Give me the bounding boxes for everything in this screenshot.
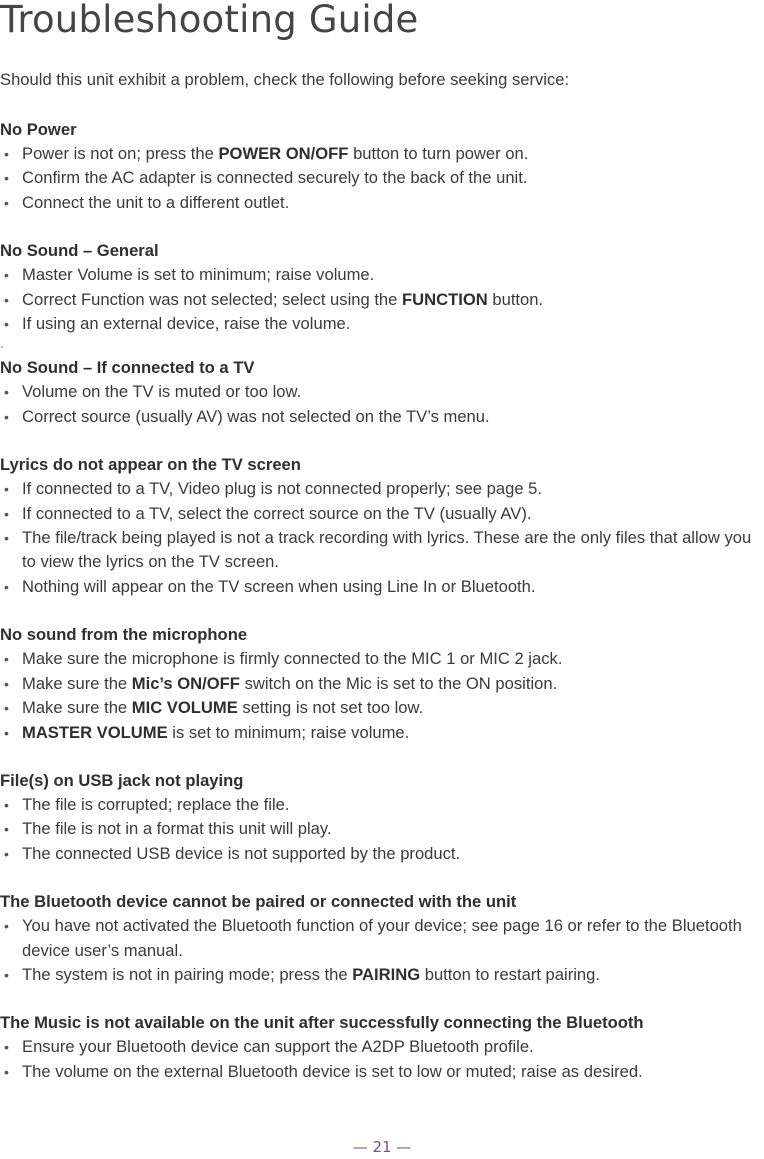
section-heading: No Sound – General: [0, 241, 159, 261]
troubleshooting-section: [0, 623, 764, 745]
section-heading: No Power: [0, 120, 77, 139]
list-item: [0, 288, 762, 312]
item-text: The file is corrupted; replace the file.: [22, 794, 290, 814]
list-item: [0, 263, 762, 287]
item-text: Correct source (usually AV) was not selected on the TV’s menu.: [22, 406, 490, 426]
bullet-icon: •: [4, 505, 9, 522]
page-title: Troubleshooting Guide: [0, 0, 419, 41]
item-emphasis: MIC VOLUME: [131, 698, 238, 718]
item-text: Correct Function was not selected; select using the: [22, 289, 403, 309]
intro-text: Should this unit exhibit a problem, check the following before seeking service:: [0, 70, 570, 89]
list-item: [0, 405, 762, 429]
item-text: The volume on the external Bluetooth device is set to low or muted; raise as desired.: [22, 1061, 643, 1081]
bullet-icon: •: [4, 918, 9, 935]
item-text: If connected to a TV, Video plug is not connected properly; see page 5.: [22, 479, 542, 499]
section-heading: Lyrics do not appear on the TV screen: [0, 455, 301, 475]
item-emphasis: FUNCTION: [402, 289, 488, 309]
item-emphasis: PAIRING: [352, 964, 421, 984]
bullet-icon: •: [4, 267, 9, 284]
list-item: [0, 477, 762, 501]
item-text-continued: is set to minimum; raise volume.: [167, 722, 410, 742]
item-emphasis: POWER ON/OFF: [218, 144, 349, 163]
bullet-icon: •: [4, 578, 9, 595]
bullet-icon: •: [4, 821, 9, 838]
item-text: Power is not on; press the: [22, 144, 219, 163]
bullet-list: [0, 914, 764, 987]
bullet-icon: •: [4, 291, 9, 308]
bullet-list: [0, 647, 764, 745]
item-text: The connected USB device is not supported by the product.: [22, 843, 461, 863]
bullet-icon: •: [4, 1039, 9, 1056]
section-heading: File(s) on USB jack not playing: [0, 770, 244, 790]
bullet-icon: •: [4, 651, 9, 668]
stray-mark: .: [0, 335, 4, 352]
bullet-list: [0, 1035, 764, 1084]
section-heading: The Bluetooth device cannot be paired or connected with the unit: [0, 892, 517, 912]
list-item: [0, 672, 762, 696]
troubleshooting-section: [0, 118, 764, 215]
bullet-icon: •: [4, 170, 9, 187]
troubleshooting-section: [0, 356, 764, 429]
troubleshooting-sections: [0, 118, 764, 1108]
list-item: [0, 1060, 762, 1084]
item-text-continued: setting is not set too low.: [237, 698, 424, 718]
troubleshooting-section: [0, 890, 764, 987]
item-text: Make sure the: [22, 673, 132, 693]
list-item: [0, 963, 762, 987]
list-item: [0, 696, 762, 720]
page-number: — 21 —: [352, 1138, 412, 1156]
bullet-list: [0, 477, 764, 599]
bullet-list: [0, 380, 764, 429]
item-text: Make sure the microphone is firmly connected to the MIC 1 or MIC 2 jack.: [22, 649, 563, 669]
bullet-list: [0, 793, 764, 866]
item-emphasis: MASTER VOLUME: [22, 722, 168, 742]
bullet-list: [0, 263, 764, 336]
list-item: [0, 312, 762, 336]
troubleshooting-section: [0, 769, 764, 866]
item-text-continued: button to restart pairing.: [420, 964, 600, 984]
bullet-icon: •: [4, 408, 9, 425]
item-text: The file is not in a format this unit will play.: [22, 819, 332, 839]
item-text: The system is not in pairing mode; press the: [22, 964, 353, 984]
item-text-continued: switch on the Mic is set to the ON position.: [239, 673, 558, 693]
list-item: [0, 914, 762, 963]
item-emphasis: Mic’s ON/OFF: [131, 673, 240, 693]
list-item: [0, 842, 762, 866]
list-item: [0, 191, 762, 215]
item-text: The file/track being played is not a track recording with lyrics. These are the only files that allow you to view the lyrics on the TV screen.: [22, 528, 752, 572]
section-heading: No sound from the microphone: [0, 625, 248, 645]
bullet-icon: •: [4, 316, 9, 333]
bullet-list: [0, 142, 764, 215]
list-item: [0, 502, 762, 526]
section-heading: The Music is not available on the unit after successfully connecting the Bluetooth: [0, 1013, 644, 1033]
item-text: Ensure your Bluetooth device can support the A2DP Bluetooth profile.: [22, 1037, 534, 1057]
item-text-continued: button.: [487, 289, 544, 309]
bullet-icon: •: [4, 724, 9, 741]
item-text: Master Volume is set to minimum; raise volume.: [22, 265, 375, 285]
bullet-icon: •: [4, 530, 9, 547]
list-item: [0, 526, 762, 575]
item-text: Nothing will appear on the TV screen when using Line In or Bluetooth.: [22, 576, 536, 596]
list-item: [0, 166, 762, 190]
bullet-icon: •: [4, 1063, 9, 1080]
list-item: [0, 1035, 762, 1059]
section-heading: No Sound – If connected to a TV: [0, 358, 255, 378]
troubleshooting-section: [0, 1011, 764, 1084]
item-text-continued: button to turn power on.: [348, 144, 529, 163]
bullet-icon: •: [4, 481, 9, 498]
bullet-icon: •: [4, 194, 9, 211]
item-text: Confirm the AC adapter is connected securely to the back of the unit.: [22, 168, 528, 188]
bullet-icon: •: [4, 384, 9, 401]
list-item: [0, 142, 762, 166]
list-item: [0, 380, 762, 404]
list-item: [0, 575, 762, 599]
list-item: [0, 721, 762, 745]
item-text: Make sure the: [22, 698, 132, 718]
item-text: Volume on the TV is muted or too low.: [22, 382, 302, 402]
bullet-icon: •: [4, 700, 9, 717]
troubleshooting-section: [0, 453, 764, 599]
list-item: [0, 647, 762, 671]
bullet-icon: •: [4, 675, 9, 692]
bullet-icon: •: [4, 966, 9, 983]
item-text: You have not activated the Bluetooth function of your device; see page 16 or refer to the Bluetooth device user’s manual.: [22, 916, 742, 960]
bullet-icon: •: [4, 796, 9, 813]
troubleshooting-section: [0, 239, 764, 336]
list-item: [0, 817, 762, 841]
bullet-icon: •: [4, 845, 9, 862]
item-text: Connect the unit to a different outlet.: [22, 192, 290, 212]
list-item: [0, 793, 762, 817]
item-text: If using an external device, raise the volume.: [22, 314, 351, 334]
item-text: If connected to a TV, select the correct source on the TV (usually AV).: [22, 503, 532, 523]
bullet-icon: •: [4, 146, 9, 162]
